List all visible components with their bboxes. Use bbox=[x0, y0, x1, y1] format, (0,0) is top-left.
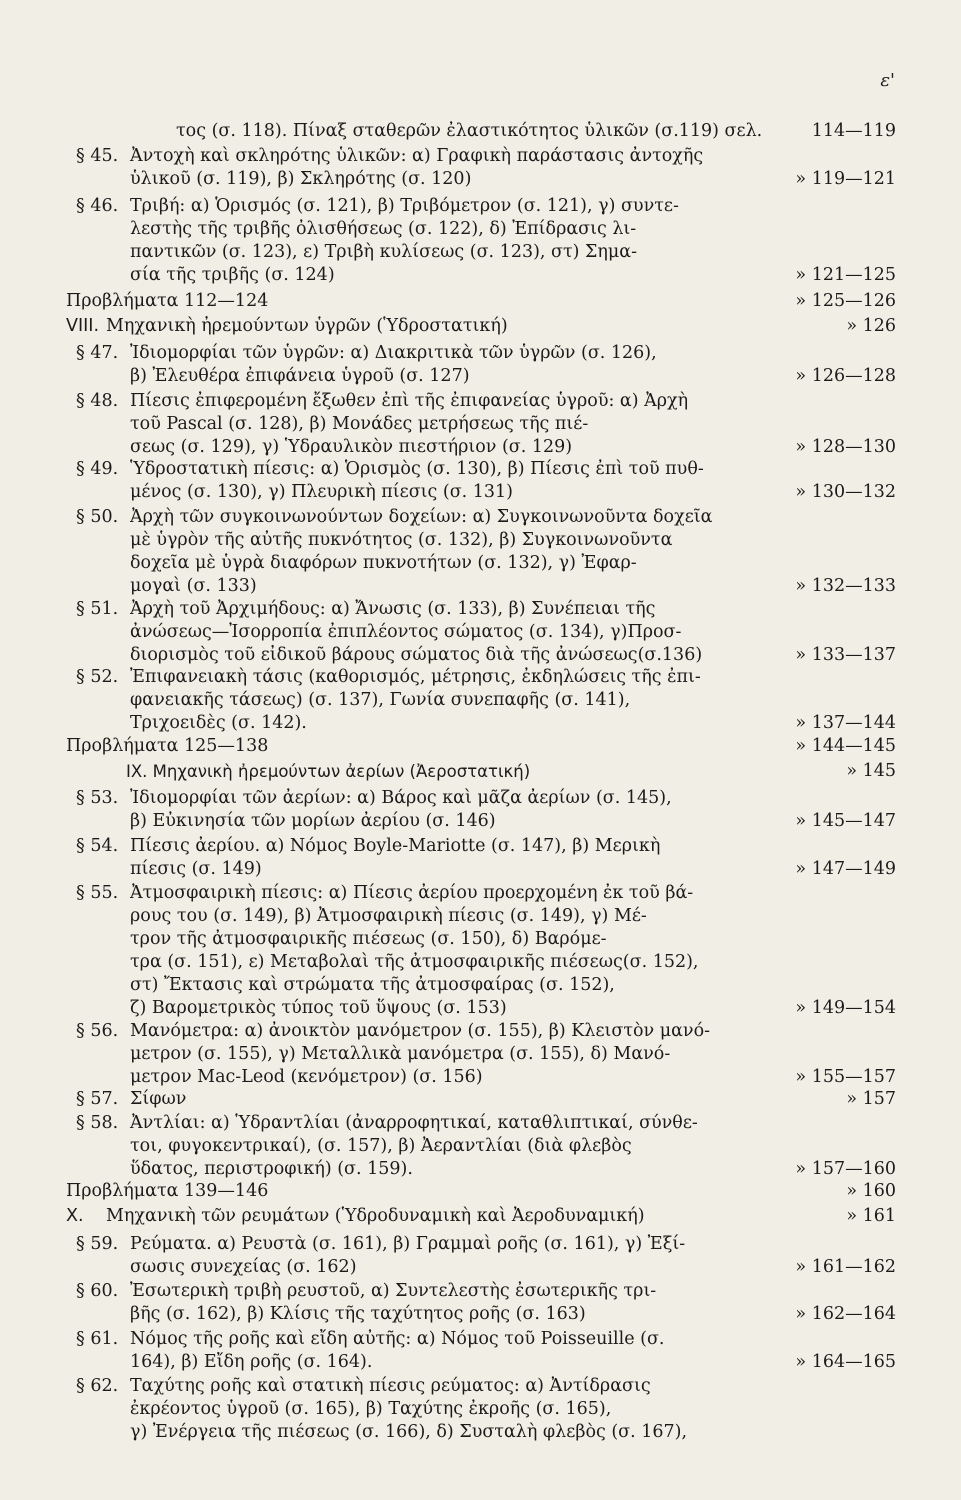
entry-text: δοχεῖα μὲ ὑγρὰ διαφόρων πυκνοτήτων (σ. 132), γ) Ἐφαρ- bbox=[130, 553, 637, 573]
entry-text: Τριβή: α) Ὁρισμός (σ. 121), β) Τριβόμετρον (σ. 121), γ) συντε- bbox=[130, 196, 679, 216]
toc-line bbox=[66, 997, 896, 1020]
page-range: » 157 bbox=[846, 1089, 896, 1109]
toc-line bbox=[66, 506, 896, 529]
section-number: § 60. bbox=[76, 1281, 119, 1301]
page-range: » 162—164 bbox=[795, 1304, 896, 1324]
entry-text: Ἐπιφανειακὴ τάσις (καθορισμός, μέτρησις, ἐκδηλώσεις τῆς ἐπι- bbox=[130, 667, 701, 687]
page-range: » 126 bbox=[846, 316, 896, 336]
page-range: » 119—121 bbox=[795, 169, 896, 189]
toc-line bbox=[66, 810, 896, 833]
toc-line bbox=[66, 1398, 896, 1421]
page-range: 114—119 bbox=[811, 121, 896, 141]
toc-line bbox=[66, 168, 896, 191]
entry-text: Ἰδιομορφίαι τῶν ὑγρῶν: α) Διακριτικὰ τῶν ὑγρῶν (σ. 126), bbox=[130, 343, 657, 363]
entry-text: παντικῶν (σ. 123), ε) Τριβὴ κυλίσεως (σ. 123), στ) Σημα- bbox=[130, 242, 638, 262]
toc-line bbox=[66, 1280, 896, 1303]
entry-text: Μανόμετρα: α) ἀνοικτὸν μανόμετρον (σ. 155), β) Κλειστὸν μανό- bbox=[130, 1021, 711, 1041]
entry-text: IX. Μηχανικὴ ἠρεμούντων ἀερίων (Ἀεροστατική) bbox=[126, 762, 531, 781]
entry-text: σωσις συνεχείας (σ. 162) bbox=[130, 1257, 357, 1277]
section-number: § 58. bbox=[76, 1113, 119, 1133]
toc-entry bbox=[66, 315, 896, 338]
toc-line bbox=[66, 760, 896, 783]
toc-line bbox=[66, 290, 896, 313]
toc-line bbox=[66, 689, 896, 712]
page-range: » 126—128 bbox=[795, 366, 896, 386]
section-number: § 52. bbox=[76, 667, 119, 687]
toc-line bbox=[66, 145, 896, 168]
toc-line bbox=[66, 598, 896, 621]
page-range: » 125—126 bbox=[795, 291, 896, 311]
toc-line bbox=[66, 342, 896, 365]
toc-line bbox=[66, 1180, 896, 1203]
entry-text: ἀνώσεως—Ἰσορροπία ἐπιπλέοντος σώματος (σ. 134), γ)Προσ- bbox=[130, 622, 682, 642]
entry-text: Ρεύματα. α) Ρευστὰ (σ. 161), β) Γραμμαὶ ροῆς (σ. 161), γ) Ἐξί- bbox=[130, 1234, 686, 1254]
toc-line bbox=[66, 575, 896, 598]
toc-line bbox=[66, 974, 896, 997]
entry-text: Ὑδροστατικὴ πίεσις: α) Ὁρισμὸς (σ. 130), β) Πίεσις ἐπὶ τοῦ πυθ- bbox=[130, 459, 704, 479]
entry-text: μετρον (σ. 155), γ) Μεταλλικὰ μανόμετρα (σ. 155), δ) Μανό- bbox=[130, 1044, 671, 1064]
page-range: » 160 bbox=[846, 1181, 896, 1201]
toc-entry bbox=[66, 1088, 896, 1111]
entry-text: στ) Ἔκτασις καὶ στρώματα τῆς ἀτμοσφαίρας (σ. 152), bbox=[130, 975, 615, 995]
toc-line bbox=[66, 835, 896, 858]
entry-text: Ἀρχὴ τοῦ Ἀρχιμήδους: α) Ἄνωσις (σ. 133), β) Συνέπειαι τῆς bbox=[130, 599, 656, 619]
entry-text: ἐκρέοντος ὑγροῦ (σ. 165), β) Ταχύτης ἐκροῆς (σ. 165), bbox=[130, 1399, 612, 1419]
entry-text: φανειακῆς τάσεως) (σ. 137), Γωνία συνεπαφῆς (σ. 141), bbox=[130, 690, 631, 710]
toc-line bbox=[66, 735, 896, 758]
entry-text: 164), β) Εἴδη ροῆς (σ. 164). bbox=[130, 1352, 373, 1372]
entry-text: ρους του (σ. 149), β) Ἀτμοσφαιρικὴ πίεσις (σ. 149), γ) Μέ- bbox=[130, 906, 647, 926]
section-number: § 48. bbox=[76, 391, 119, 411]
toc-line bbox=[66, 621, 896, 644]
entry-text: Πίεσις ἐπιφερομένη ἔξωθεν ἐπὶ τῆς ἐπιφανείας ὑγροῦ: α) Ἀρχὴ bbox=[130, 391, 689, 411]
toc-line bbox=[66, 413, 896, 436]
entry-text: ζ) Βαρομετρικὸς τύπος τοῦ ὕψους (σ. 153) bbox=[130, 998, 507, 1018]
entry-text: Ἀντλίαι: α) Ὑδραντλίαι (ἀναρροφητικαί, καταθλιπτικαί, σύνθε- bbox=[130, 1113, 698, 1133]
toc-line bbox=[66, 951, 896, 974]
toc-line bbox=[66, 458, 896, 481]
section-number: § 54. bbox=[76, 836, 119, 856]
section-number: § 62. bbox=[76, 1376, 119, 1396]
entry-text: μένος (σ. 130), γ) Πλευρικὴ πίεσις (σ. 131) bbox=[130, 482, 514, 502]
entry-text: Ἀτμοσφαιρικὴ πίεσις: α) Πίεσις ἀερίου προερχομένη ἐκ τοῦ βά- bbox=[130, 883, 694, 903]
page-range: » 155—157 bbox=[795, 1067, 896, 1087]
entry-text: τρον τῆς ἀτμοσφαιρικῆς πιέσεως (σ. 150), δ) Βαρόμε- bbox=[130, 929, 607, 949]
toc-entry bbox=[66, 1328, 896, 1374]
toc-line bbox=[66, 390, 896, 413]
section-number: § 47. bbox=[76, 343, 119, 363]
page-range: » 145 bbox=[846, 761, 896, 781]
toc-line bbox=[66, 712, 896, 735]
toc-line bbox=[66, 120, 896, 143]
toc-line bbox=[66, 858, 896, 881]
toc-entry bbox=[66, 666, 896, 735]
toc-line bbox=[66, 1043, 896, 1066]
page-number: ε' bbox=[880, 70, 895, 91]
entry-text: τοῦ Pascal (σ. 128), β) Μονάδες μετρήσεως τῆς πιέ- bbox=[130, 414, 589, 434]
toc-line bbox=[66, 529, 896, 552]
page-range: » 121—125 bbox=[795, 265, 896, 285]
toc-line bbox=[66, 644, 896, 667]
entry-text: Σίφων bbox=[130, 1089, 187, 1109]
toc-entry bbox=[66, 145, 896, 191]
entry-text: σεως (σ. 129), γ) Ὑδραυλικὸν πιεστήριον (σ. 129) bbox=[130, 437, 573, 457]
entry-text: Προβλήματα 125—138 bbox=[66, 736, 269, 756]
toc-entry bbox=[66, 290, 896, 313]
page-range: » 137—144 bbox=[795, 713, 896, 733]
entry-text: γ) Ἐνέργεια τῆς πιέσεως (σ. 166), δ) Συσταλὴ φλεβὸς (σ. 167), bbox=[130, 1422, 688, 1442]
entry-text: πίεσις (σ. 149) bbox=[130, 859, 262, 879]
page-range: » 133—137 bbox=[795, 645, 896, 665]
toc-entry bbox=[66, 760, 896, 783]
entry-text: β) Εὐκινησία τῶν μορίων ἀερίου (σ. 146) bbox=[130, 811, 496, 831]
page-range: » 145—147 bbox=[795, 811, 896, 831]
entry-text: σία τῆς τριβῆς (σ. 124) bbox=[130, 265, 335, 285]
entry-text: Ἀρχὴ τῶν συγκοινωνούντων δοχείων: α) Συγκοινωνοῦντα δοχεῖα bbox=[130, 507, 713, 527]
entry-text: Ἐσωτερικὴ τριβὴ ρευστοῦ, α) Συντελεστὴς ἐσωτερικῆς τρι- bbox=[130, 1281, 657, 1301]
toc-line bbox=[66, 241, 896, 264]
page-range: » 147—149 bbox=[795, 859, 896, 879]
entry-text: μογαὶ (σ. 133) bbox=[130, 576, 257, 596]
page-range: » 161—162 bbox=[795, 1257, 896, 1277]
page-range: » 164—165 bbox=[795, 1352, 896, 1372]
entry-text: Προβλήματα 112—124 bbox=[66, 291, 269, 311]
toc-line bbox=[66, 1112, 896, 1135]
toc-entry bbox=[66, 1180, 896, 1203]
toc-entry bbox=[66, 1112, 896, 1181]
section-number: § 51. bbox=[76, 599, 119, 619]
entry-text: τος (σ. 118). Πίναξ σταθερῶν ἐλαστικότητος ὑλικῶν (σ.119) σελ. bbox=[176, 121, 763, 141]
toc-line bbox=[66, 905, 896, 928]
section-number: § 46. bbox=[76, 196, 119, 216]
toc-entry bbox=[66, 835, 896, 881]
section-number: § 53. bbox=[76, 788, 119, 808]
toc-entry bbox=[66, 342, 896, 388]
page-range: » 132—133 bbox=[795, 576, 896, 596]
toc-line bbox=[66, 1088, 896, 1111]
toc-entry bbox=[66, 787, 896, 833]
toc-line bbox=[66, 1158, 896, 1181]
entry-text: Μηχανικὴ ἠρεμούντων ὑγρῶν (Ὑδροστατική) bbox=[106, 316, 508, 336]
page-range: » 157—160 bbox=[795, 1159, 896, 1179]
toc-line bbox=[66, 1066, 896, 1089]
toc-entry bbox=[66, 1233, 896, 1279]
entry-text: διορισμὸς τοῦ εἰδικοῦ βάρους σώματος διὰ τῆς ἀνώσεως(σ.136) bbox=[130, 645, 703, 665]
entry-text: ὑλικοῦ (σ. 119), β) Σκληρότης (σ. 120) bbox=[130, 169, 472, 189]
section-number: § 57. bbox=[76, 1089, 119, 1109]
entry-text: Ἰδιομορφίαι τῶν ἀερίων: α) Βάρος καὶ μᾶζα ἀερίων (σ. 145), bbox=[130, 788, 672, 808]
page-range: » 161 bbox=[846, 1206, 896, 1226]
toc-line bbox=[66, 1020, 896, 1043]
page-range: » 144—145 bbox=[795, 736, 896, 756]
toc-entry bbox=[66, 195, 896, 287]
toc-line bbox=[66, 1328, 896, 1351]
entry-text: Μηχανικὴ τῶν ρευμάτων (Ὑδροδυναμικὴ καὶ Ἀεροδυναμική) bbox=[106, 1206, 645, 1226]
page-range: » 149—154 bbox=[795, 998, 896, 1018]
toc-entry bbox=[66, 1280, 896, 1326]
toc-entry bbox=[66, 882, 896, 1020]
toc-entry bbox=[66, 390, 896, 459]
toc-entry bbox=[66, 1375, 896, 1444]
toc-line bbox=[66, 1205, 896, 1228]
entry-text: βῆς (σ. 162), β) Κλίσις τῆς ταχύτητος ροῆς (σ. 163) bbox=[130, 1304, 586, 1324]
toc-line bbox=[66, 1375, 896, 1398]
entry-text: β) Ἐλευθέρα ἐπιφάνεια ὑγροῦ (σ. 127) bbox=[130, 366, 470, 386]
toc-entry bbox=[66, 735, 896, 758]
toc-entry bbox=[66, 598, 896, 667]
section-number: § 55. bbox=[76, 883, 119, 903]
section-number: § 45. bbox=[76, 146, 119, 166]
toc-line bbox=[66, 195, 896, 218]
toc-entry bbox=[66, 120, 896, 143]
toc-line bbox=[66, 315, 896, 338]
entry-text: λεστὴς τῆς τριβῆς ὀλισθήσεως (σ. 122), δ) Ἐπίδρασις λι- bbox=[130, 219, 637, 239]
toc-line bbox=[66, 264, 896, 287]
section-number: § 61. bbox=[76, 1329, 119, 1349]
entry-text: Ταχύτης ροῆς καὶ στατικὴ πίεσις ρεύματος: α) Ἀντίδρασις bbox=[130, 1376, 651, 1396]
entry-text: Πίεσις ἀερίου. α) Νόμος Boyle-Mariotte (σ. 147), β) Μερικὴ bbox=[130, 836, 661, 856]
section-number: § 49. bbox=[76, 459, 119, 479]
toc-entry bbox=[66, 1205, 896, 1228]
toc-line bbox=[66, 552, 896, 575]
page-range: » 130—132 bbox=[795, 482, 896, 502]
toc-line bbox=[66, 1421, 896, 1444]
toc-entry bbox=[66, 506, 896, 598]
toc-entry bbox=[66, 1020, 896, 1089]
section-number: X. bbox=[66, 1206, 84, 1226]
entry-text: τρα (σ. 151), ε) Μεταβολαὶ τῆς ἀτμοσφαιρικῆς πιέσεως(σ. 152), bbox=[130, 952, 699, 972]
entry-text: ὕδατος, περιστροφική) (σ. 159). bbox=[130, 1159, 413, 1179]
toc-line bbox=[66, 787, 896, 810]
entry-text: μὲ ὑγρὸν τῆς αὐτῆς πυκνότητος (σ. 132), β) Συγκοινωνοῦντα bbox=[130, 530, 673, 550]
section-number: VIII. bbox=[66, 316, 100, 336]
toc-line bbox=[66, 666, 896, 689]
entry-text: Προβλήματα 139—146 bbox=[66, 1181, 269, 1201]
page-range: » 128—130 bbox=[795, 437, 896, 457]
toc-line bbox=[66, 1303, 896, 1326]
section-number: § 50. bbox=[76, 507, 119, 527]
toc-line bbox=[66, 882, 896, 905]
entry-text: Νόμος τῆς ροῆς καὶ εἴδη αὐτῆς: α) Νόμος τοῦ Poisseuille (σ. bbox=[130, 1329, 665, 1349]
toc-line bbox=[66, 1233, 896, 1256]
toc-line bbox=[66, 481, 896, 504]
section-number: § 59. bbox=[76, 1234, 119, 1254]
toc-line bbox=[66, 1256, 896, 1279]
entry-text: τοι, φυγοκεντρικαί), (σ. 157), β) Ἀεραντλίαι (διὰ φλεβὸς bbox=[130, 1136, 632, 1156]
section-number: § 56. bbox=[76, 1021, 119, 1041]
entry-text: Ἀντοχὴ καὶ σκληρότης ὑλικῶν: α) Γραφικὴ παράστασις ἀντοχῆς bbox=[130, 146, 704, 166]
entry-text: μετρον Mac-Leod (κενόμετρον) (σ. 156) bbox=[130, 1067, 483, 1087]
toc-line bbox=[66, 1135, 896, 1158]
toc-line bbox=[66, 218, 896, 241]
entry-text: Τριχοειδὲς (σ. 142). bbox=[130, 713, 307, 733]
toc-line bbox=[66, 1351, 896, 1374]
toc-line bbox=[66, 365, 896, 388]
toc-entry bbox=[66, 458, 896, 504]
toc-line bbox=[66, 928, 896, 951]
toc-line bbox=[66, 436, 896, 459]
